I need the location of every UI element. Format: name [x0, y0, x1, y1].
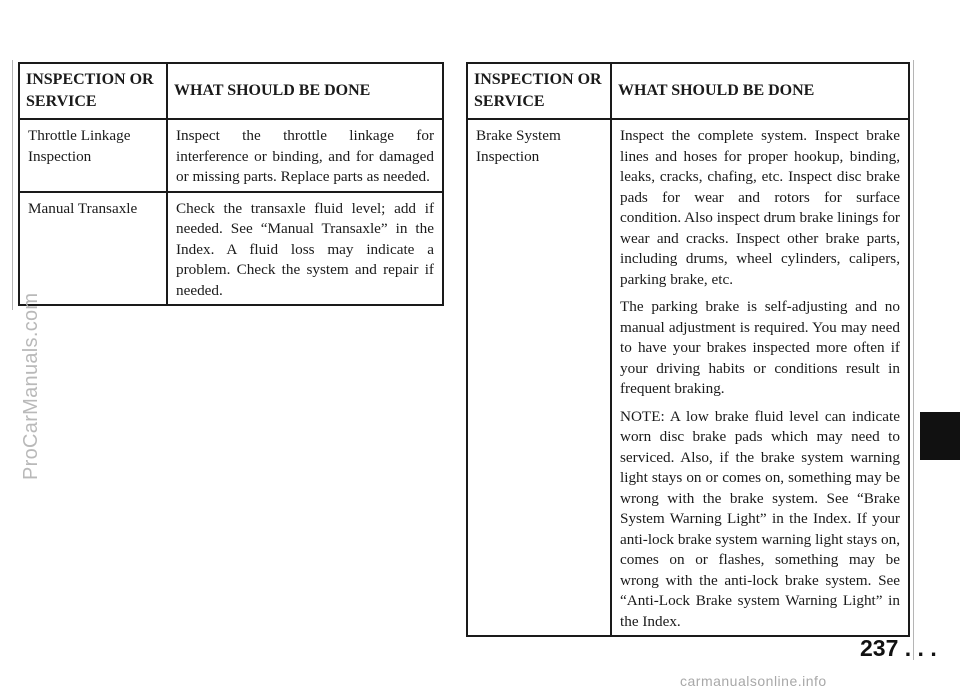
inspection-action: [611, 119, 908, 635]
column-header-inspection: INSPECTION OR SERVICE: [20, 64, 167, 119]
maintenance-table-left: [18, 62, 444, 306]
action-paragraph: NOTE: A low brake fluid level can indicate worn disc brake pads which may need to serviced. Also, if the brake system warning light stays on or comes on, something may be wrong with the brake system. See “Brake System Warning Light” in the Index. If your anti-lock brake system warning light stays on, comes on or flashes, something may be wrong with the anti-lock brake system. See “Anti-Lock Brake system Warning Light” in the Index.: [620, 407, 900, 630]
margin-line-left: [12, 60, 13, 310]
inspection-item: Throttle Linkage Inspection: [20, 119, 167, 192]
inspection-action: Inspect the throttle linkage for interference or binding, and for damaged or missing parts. Replace parts as needed.: [167, 119, 442, 192]
action-paragraph: Inspect the complete system. Inspect brake lines and hoses for proper hookup, binding, leaks, cracks, chafing, etc. Inspect disc brake pads for wear and rotors for surface condition. Also inspect drum brake linings for wear and cracks. Inspect other brake parts, including drums, wheel cylinders, calipers, parking brake, etc.: [620, 127, 900, 288]
table-row: [468, 119, 908, 635]
table-row: [20, 119, 442, 192]
table-header-row: [468, 64, 908, 119]
column-header-action: WHAT SHOULD BE DONE: [611, 64, 908, 119]
action-paragraph: The parking brake is self-adjusting and no manual adjustment is required. You may need to have your brakes inspected more often if your driving habits or conditions result in frequent braking.: [620, 298, 900, 397]
column-header-action: WHAT SHOULD BE DONE: [167, 64, 442, 119]
maintenance-table-right: [466, 62, 910, 637]
column-header-inspection: INSPECTION OR SERVICE: [468, 64, 611, 119]
inspection-item: Manual Transaxle: [20, 192, 167, 305]
inspection-action: Check the transaxle fluid level; add if needed. See “Manual Transaxle” in the Index. A fluid loss may indicate a problem. Check the system and repair if needed.: [176, 199, 434, 299]
side-watermark: ProCarManuals.com: [20, 292, 42, 480]
footer-watermark: carmanualsonline.info: [680, 673, 827, 689]
margin-line-right: [913, 60, 914, 660]
table-header-row: [20, 64, 442, 119]
inspection-item: Brake System Inspection: [468, 119, 611, 635]
table-row: [20, 192, 442, 305]
page-number: 237 . . .: [860, 635, 937, 661]
section-tab-marker: [920, 412, 960, 460]
